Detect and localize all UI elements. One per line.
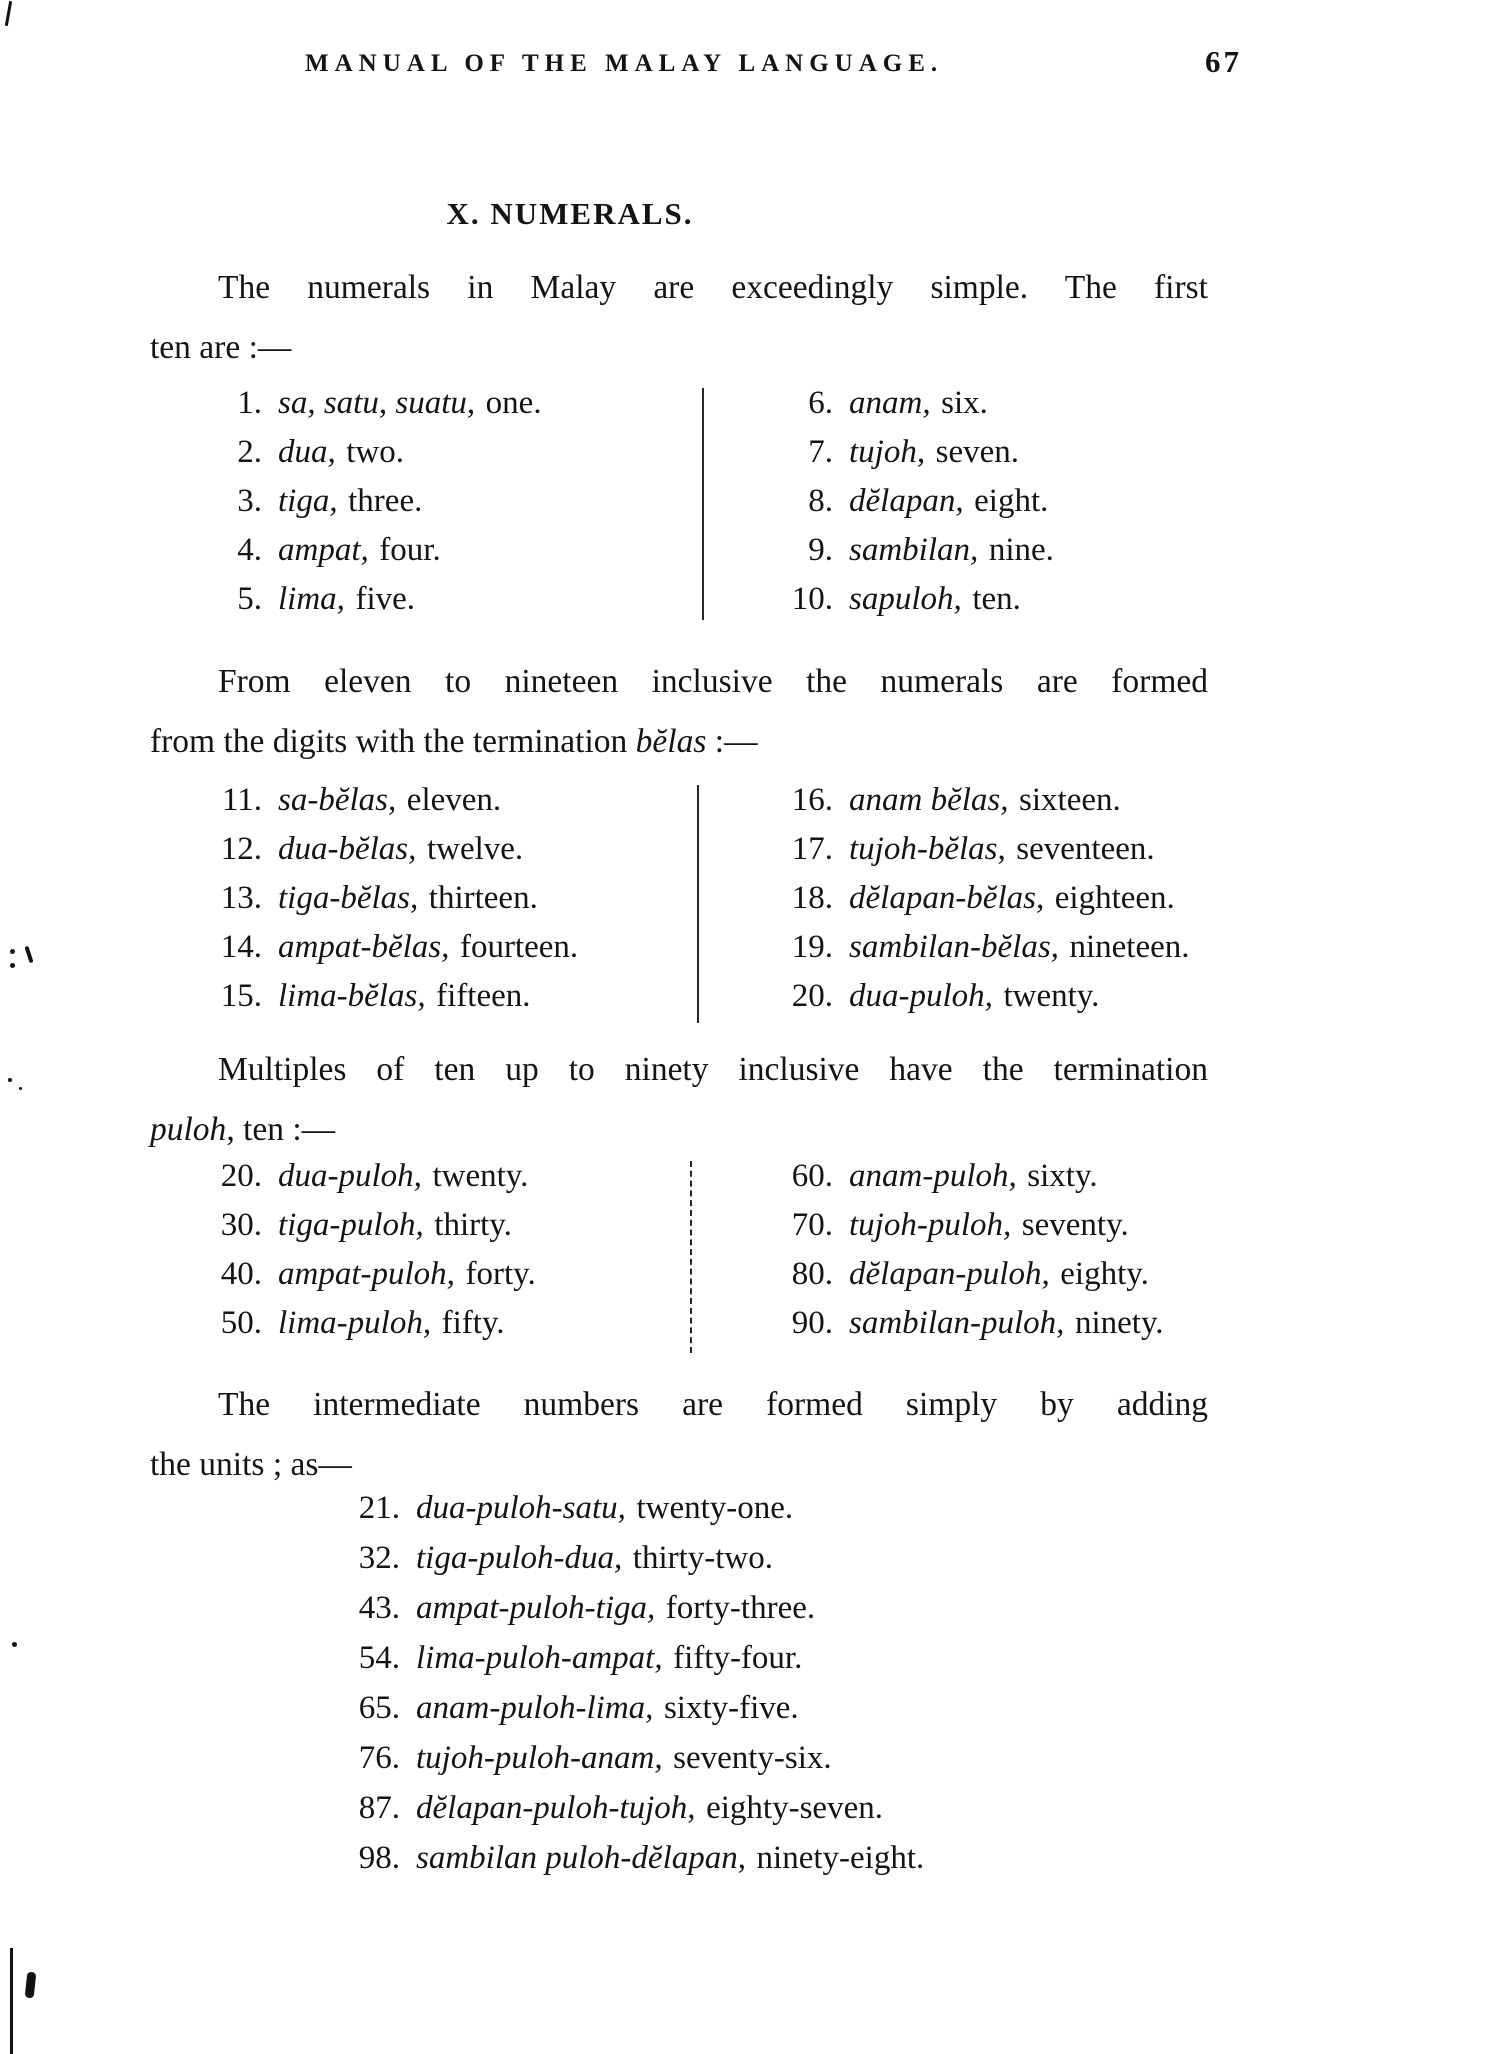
item-text (849, 532, 1054, 569)
malay-word: dua-puloh, (849, 978, 993, 1014)
item-number: 15. (220, 978, 262, 1014)
list-item (150, 385, 690, 434)
item-text (278, 532, 441, 569)
english-word: forty. (465, 1256, 536, 1292)
paragraph-teens (150, 652, 1208, 772)
english-word: two. (346, 434, 405, 470)
list-column-right (715, 385, 1210, 630)
english-word: sixty-five. (663, 1690, 799, 1726)
list-column-left (150, 782, 690, 1027)
malay-word: bĕlas (635, 723, 707, 760)
list-column-left (150, 385, 690, 630)
malay-word: tiga, (278, 483, 338, 519)
item-number: 16. (791, 782, 833, 818)
list-item (150, 831, 690, 880)
item-number: 17. (791, 831, 833, 867)
item-text (416, 1840, 924, 1877)
item-number: 8. (808, 483, 833, 519)
ink-mark-dot (12, 1642, 17, 1647)
english-word: thirteen. (428, 880, 538, 916)
english-word: twenty-one. (636, 1490, 794, 1526)
list-column-right (715, 782, 1210, 1027)
item-number: 11. (221, 782, 262, 818)
list-item (150, 581, 690, 630)
item-text (849, 880, 1175, 917)
item-text (278, 1256, 536, 1293)
item-text (416, 1540, 773, 1577)
item-text (278, 1158, 528, 1195)
english-word: ninety-eight. (756, 1840, 925, 1876)
item-text (849, 483, 1048, 520)
item-text (278, 1207, 512, 1244)
item-number: 98. (358, 1840, 400, 1876)
malay-word: lima-puloh-ampat, (416, 1640, 663, 1676)
malay-word: anam bĕlas, (849, 782, 1009, 818)
list-column-right (715, 1158, 1210, 1354)
malay-word: sambilan puloh-dĕlapan, (416, 1840, 746, 1876)
item-text (849, 385, 988, 422)
list-item (715, 483, 1210, 532)
item-text (416, 1590, 815, 1627)
item-text (278, 581, 415, 618)
english-word: ten. (972, 581, 1021, 617)
item-number: 10. (791, 581, 833, 617)
english-word: four. (379, 532, 441, 568)
item-number: 9. (808, 532, 833, 568)
item-text (416, 1690, 799, 1727)
list-item (282, 1590, 924, 1640)
list-item (715, 1207, 1210, 1256)
item-text (278, 929, 578, 966)
malay-word: tujoh-bĕlas, (849, 831, 1006, 867)
english-word: fourteen. (459, 929, 579, 965)
list-item (715, 831, 1210, 880)
paragraph-line: The numerals in Malay are exceedingly simple. The first (218, 269, 1208, 306)
list-item (150, 434, 690, 483)
malay-word: ampat, (278, 532, 369, 568)
malay-word: tiga-puloh, (278, 1207, 424, 1243)
text-segment: , ten :— (226, 1111, 336, 1148)
section-title: X. NUMERALS. (446, 196, 694, 231)
list-item (715, 929, 1210, 978)
list-item (715, 782, 1210, 831)
list-item (282, 1490, 924, 1540)
english-word: nineteen. (1069, 929, 1190, 965)
english-word: eight. (974, 483, 1049, 519)
english-word: fifteen. (436, 978, 531, 1014)
list-item (150, 1256, 690, 1305)
list-item (715, 385, 1210, 434)
list-item (282, 1640, 924, 1690)
item-text (416, 1740, 832, 1777)
list-item (150, 929, 690, 978)
column-divider (690, 1161, 692, 1353)
item-number: 54. (358, 1640, 400, 1676)
english-word: three. (348, 483, 423, 519)
english-word: thirty-two. (632, 1540, 774, 1576)
malay-word: ampat-puloh, (278, 1256, 455, 1292)
paragraph-line: the units ; as— (150, 1446, 352, 1483)
item-number: 65. (358, 1690, 400, 1726)
malay-word: dĕlapan-bĕlas, (849, 880, 1045, 916)
list-item (150, 483, 690, 532)
english-word: eighty. (1060, 1256, 1149, 1292)
malay-word: puloh (150, 1111, 227, 1148)
english-word: twelve. (426, 831, 524, 867)
item-number: 6. (808, 385, 833, 421)
item-text (849, 978, 1099, 1015)
english-word: twenty. (432, 1158, 529, 1194)
item-number: 4. (237, 532, 262, 568)
ink-mark-blob (25, 1972, 37, 1999)
ink-mark-squiggle (24, 946, 33, 963)
item-number: 43. (358, 1590, 400, 1626)
list-item (282, 1740, 924, 1790)
english-word: fifty. (441, 1305, 505, 1341)
english-word: sixty. (1027, 1158, 1098, 1194)
malay-word: dua-puloh, (278, 1158, 422, 1194)
english-word: five. (355, 581, 416, 617)
item-number: 21. (358, 1490, 400, 1526)
item-text (278, 978, 530, 1015)
malay-word: sa-bĕlas, (278, 782, 397, 818)
malay-word: anam, (849, 385, 931, 421)
ink-mark-dot (8, 1078, 12, 1082)
malay-word: tiga-bĕlas, (278, 880, 419, 916)
list-item (150, 1207, 690, 1256)
item-number: 18. (791, 880, 833, 916)
paragraph-intermediate (150, 1375, 1208, 1495)
english-word: seventeen. (1016, 831, 1155, 867)
english-word: eighteen. (1054, 880, 1175, 916)
item-text (278, 483, 422, 520)
paragraph-line (150, 712, 1208, 772)
malay-word: tujoh, (849, 434, 926, 470)
item-text (278, 1305, 505, 1342)
item-number: 20. (220, 1158, 262, 1194)
numerals-list-intermediate (282, 1490, 924, 1890)
item-number: 60. (791, 1158, 833, 1194)
malay-word: dua, (278, 434, 336, 470)
list-item (282, 1690, 924, 1740)
list-item (715, 1158, 1210, 1207)
english-word: seventy. (1021, 1207, 1129, 1243)
malay-word: sapuloh, (849, 581, 962, 617)
item-number: 1. (237, 385, 262, 421)
list-item (150, 1305, 690, 1354)
item-number: 32. (358, 1540, 400, 1576)
list-item (150, 532, 690, 581)
list-item (715, 581, 1210, 630)
list-item (150, 782, 690, 831)
list-item (150, 1158, 690, 1207)
item-text (278, 434, 404, 471)
item-number: 7. (808, 434, 833, 470)
item-text (849, 581, 1021, 618)
list-item (715, 978, 1210, 1027)
item-number: 5. (237, 581, 262, 617)
ink-mark-dot (19, 1087, 22, 1090)
malay-word: dua-puloh-satu, (416, 1490, 626, 1526)
list-item (715, 532, 1210, 581)
english-word: forty-three. (665, 1590, 816, 1626)
paragraph-line: Multiples of ten up to ninety inclusive have the termination (218, 1051, 1208, 1088)
item-number: 40. (220, 1256, 262, 1292)
malay-word: tiga-puloh-dua, (416, 1540, 623, 1576)
ink-mark-corner (5, 1, 12, 26)
item-number: 13. (220, 880, 262, 916)
ink-mark-dot (10, 949, 15, 954)
list-item (715, 1305, 1210, 1354)
list-item (282, 1540, 924, 1590)
item-text (278, 880, 538, 917)
malay-word: lima-puloh, (278, 1305, 432, 1341)
item-number: 87. (358, 1790, 400, 1826)
paragraph-intro (150, 258, 1208, 378)
item-text (416, 1640, 802, 1677)
paragraph-line: From eleven to nineteen inclusive the numerals are formed (218, 663, 1208, 700)
list-item (150, 880, 690, 929)
malay-word: dĕlapan, (849, 483, 964, 519)
list-item (715, 434, 1210, 483)
item-number: 14. (220, 929, 262, 965)
item-text (849, 929, 1190, 966)
list-item (715, 1256, 1210, 1305)
item-text (849, 1305, 1164, 1342)
item-number: 30. (220, 1207, 262, 1243)
malay-word: sambilan, (849, 532, 979, 568)
malay-word: anam-puloh-lima, (416, 1690, 654, 1726)
english-word: twenty. (1003, 978, 1100, 1014)
malay-word: sambilan-puloh, (849, 1305, 1065, 1341)
english-word: ninety. (1074, 1305, 1164, 1341)
malay-word: ampat-bĕlas, (278, 929, 450, 965)
item-text (416, 1790, 883, 1827)
english-word: eighty-seven. (706, 1790, 883, 1826)
paragraph-line: ten are :— (150, 329, 292, 366)
text-segment: :— (706, 723, 758, 760)
column-divider (702, 388, 704, 620)
ink-mark-dot (10, 963, 15, 968)
list-column-left (150, 1158, 690, 1354)
english-word: six. (941, 385, 988, 421)
malay-word: lima-bĕlas, (278, 978, 426, 1014)
malay-word: dĕlapan-puloh-tujoh, (416, 1790, 696, 1826)
malay-word: tujoh-puloh, (849, 1207, 1012, 1243)
english-word: eleven. (406, 782, 502, 818)
item-number: 80. (791, 1256, 833, 1292)
item-number: 20. (791, 978, 833, 1014)
item-number: 12. (220, 831, 262, 867)
item-text (849, 831, 1155, 868)
item-text (278, 831, 523, 868)
item-number: 50. (220, 1305, 262, 1341)
running-header-title: MANUAL OF THE MALAY LANGUAGE. (305, 50, 944, 77)
item-text (278, 782, 501, 819)
list-item (715, 880, 1210, 929)
english-word: sixteen. (1019, 782, 1121, 818)
list-item (282, 1840, 924, 1890)
malay-word: anam-puloh, (849, 1158, 1017, 1194)
english-word: fifty-four. (673, 1640, 803, 1676)
item-text (416, 1490, 793, 1527)
malay-word: dua-bĕlas, (278, 831, 417, 867)
text-segment: from the digits with the termination (150, 723, 636, 760)
item-text (849, 1158, 1098, 1195)
malay-word: ampat-puloh-tiga, (416, 1590, 656, 1626)
malay-word: dĕlapan-puloh, (849, 1256, 1050, 1292)
page-number: 67 (1205, 44, 1242, 79)
item-text (849, 1256, 1149, 1293)
english-word: thirty. (434, 1207, 512, 1243)
list-item (150, 978, 690, 1027)
item-number: 2. (237, 434, 262, 470)
ink-mark-line (10, 1948, 13, 2054)
malay-word: tujoh-puloh-anam, (416, 1740, 663, 1776)
item-text (849, 782, 1121, 819)
malay-word: sambilan-bĕlas, (849, 929, 1059, 965)
column-divider (697, 785, 699, 1023)
item-number: 76. (358, 1740, 400, 1776)
malay-word: sa, satu, suatu, (278, 385, 476, 421)
english-word: seven. (935, 434, 1020, 470)
item-number: 70. (791, 1207, 833, 1243)
malay-word: lima, (278, 581, 345, 617)
english-word: nine. (988, 532, 1054, 568)
paragraph-line: The intermediate numbers are formed simply by adding (218, 1386, 1208, 1423)
list-item (282, 1790, 924, 1840)
english-word: one. (485, 385, 542, 421)
item-text (849, 434, 1019, 471)
paragraph-line (150, 1100, 1208, 1160)
item-number: 19. (791, 929, 833, 965)
item-text (849, 1207, 1129, 1244)
item-number: 90. (791, 1305, 833, 1341)
item-text (278, 385, 542, 422)
paragraph-tens (150, 1040, 1208, 1160)
item-number: 3. (237, 483, 262, 519)
english-word: seventy-six. (673, 1740, 832, 1776)
